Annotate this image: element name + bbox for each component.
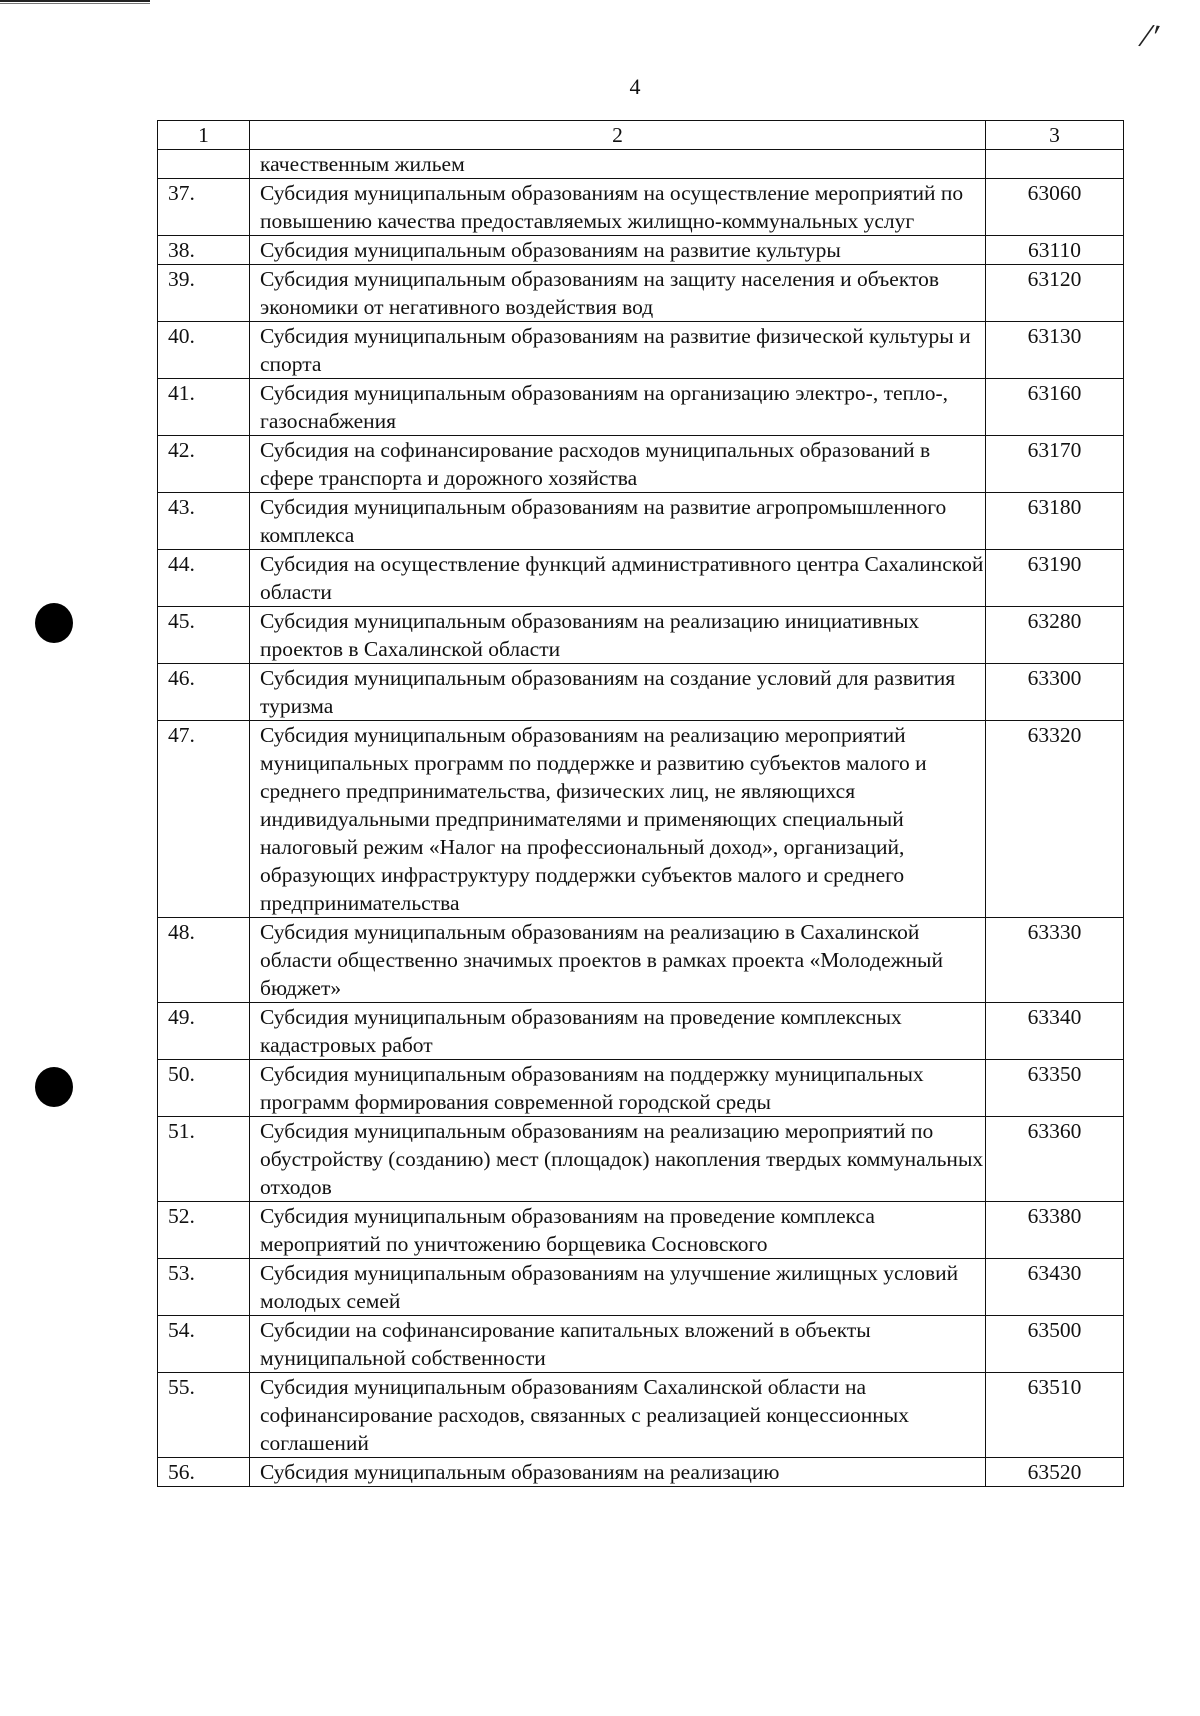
row-number: 47. [158,721,250,918]
row-number: 42. [158,436,250,493]
table-row [158,1060,1124,1117]
table-row [158,265,1124,322]
row-code: 63430 [986,1259,1124,1316]
row-number: 38. [158,236,250,265]
row-number: 49. [158,1003,250,1060]
table-row [158,550,1124,607]
header-cell-3: 3 [986,121,1124,150]
row-number: 54. [158,1316,250,1373]
row-description: Субсидия муниципальным образованиям на развитие агропромышленного комплекса [250,493,986,550]
row-number: 37. [158,179,250,236]
row-number: 44. [158,550,250,607]
row-number: 43. [158,493,250,550]
top-edge-rule [0,0,150,2]
row-code: 63320 [986,721,1124,918]
table-row-continuation [158,150,1124,179]
row-number: 39. [158,265,250,322]
table-row [158,1373,1124,1458]
row-number: 55. [158,1373,250,1458]
row-code: 63180 [986,493,1124,550]
table-row [158,1003,1124,1060]
row-number: 50. [158,1060,250,1117]
page-number: 4 [629,74,641,99]
table-row [158,1259,1124,1316]
top-edge-rule-thin [0,3,150,4]
row-code: 63380 [986,1202,1124,1259]
row-description: Субсидия на софинансирование расходов муниципальных образований в сфере транспорта и дорожного хозяйства [250,436,986,493]
table-row [158,1202,1124,1259]
row-description: Субсидия муниципальным образованиям на улучшение жилищных условий молодых семей [250,1259,986,1316]
row-number [158,150,250,179]
table-row [158,1316,1124,1373]
row-number: 56. [158,1458,250,1487]
row-description: Субсидия муниципальным образованиям на создание условий для развития туризма [250,664,986,721]
row-code: 63510 [986,1373,1124,1458]
row-code: 63500 [986,1316,1124,1373]
row-code: 63350 [986,1060,1124,1117]
table-row [158,236,1124,265]
row-description: Субсидия муниципальным образованиям на реализацию в Сахалинской области общественно значимых проектов в рамках проекта «Молодежный бюджет» [250,918,986,1003]
punch-hole [35,1067,73,1107]
row-description: Субсидия муниципальным образованиям на развитие культуры [250,236,986,265]
row-number: 40. [158,322,250,379]
row-code: 63340 [986,1003,1124,1060]
row-description: Субсидия муниципальным образованиям на осуществление мероприятий по повышению качества предоставляемых жилищно-коммунальных услуг [250,179,986,236]
row-code: 63160 [986,379,1124,436]
row-description: Субсидия муниципальным образованиям на реализацию инициативных проектов в Сахалинской области [250,607,986,664]
row-description: Субсидия муниципальным образованиям на защиту населения и объектов экономики от негативного воздействия вод [250,265,986,322]
row-number: 46. [158,664,250,721]
row-code: 63330 [986,918,1124,1003]
row-number: 41. [158,379,250,436]
table-row [158,607,1124,664]
row-code: 63110 [986,236,1124,265]
row-number: 51. [158,1117,250,1202]
row-number: 52. [158,1202,250,1259]
row-number: 53. [158,1259,250,1316]
header-cell-1: 1 [158,121,250,150]
row-code: 63170 [986,436,1124,493]
corner-handwritten-mark: /′ [1138,17,1161,57]
row-code: 63360 [986,1117,1124,1202]
row-description: Субсидия муниципальным образованиям Сахалинской области на софинансирование расходов, связанных с реализацией концессионных соглашений [250,1373,986,1458]
row-number: 45. [158,607,250,664]
row-code: 63280 [986,607,1124,664]
row-description: Субсидия муниципальным образованиям на организацию электро-, тепло-, газоснабжения [250,379,986,436]
row-code: 63060 [986,179,1124,236]
row-description: Субсидия муниципальным образованиям на проведение комплекса мероприятий по уничтожению борщевика Сосновского [250,1202,986,1259]
table-row [158,1117,1124,1202]
row-description: Субсидия муниципальным образованиям на поддержку муниципальных программ формирования современной городской среды [250,1060,986,1117]
row-description: Субсидия муниципальным образованиям на реализацию [250,1458,986,1487]
row-code: 63520 [986,1458,1124,1487]
table-row [158,721,1124,918]
table-row [158,379,1124,436]
table-row [158,664,1124,721]
table-row [158,1458,1124,1487]
row-description: Субсидия на осуществление функций административного центра Сахалинской области [250,550,986,607]
row-code: 63300 [986,664,1124,721]
table-row [158,179,1124,236]
header-cell-2: 2 [250,121,986,150]
punch-hole [35,603,73,643]
row-description: Субсидия муниципальным образованиям на развитие физической культуры и спорта [250,322,986,379]
table-row [158,436,1124,493]
row-description: Субсидии на софинансирование капитальных вложений в объекты муниципальной собственности [250,1316,986,1373]
table-row [158,918,1124,1003]
row-code: 63190 [986,550,1124,607]
table-row [158,322,1124,379]
table-row [158,493,1124,550]
table-header-row [158,121,1124,150]
row-number: 48. [158,918,250,1003]
subsidy-codes-table [157,120,1124,1487]
row-description: Субсидия муниципальным образованиям на реализацию мероприятий муниципальных программ по поддержке и развитию субъектов малого и среднего предпринимательства, физических лиц, не являющихся индивидуальными предпринимателями и применяющих специальный налоговый режим «Налог на профессиональный доход», организаций, образующих инфраструктуру поддержки субъектов малого и среднего предпринимательства [250,721,986,918]
row-code [986,150,1124,179]
row-description: качественным жильем [250,150,986,179]
row-code: 63120 [986,265,1124,322]
row-code: 63130 [986,322,1124,379]
row-description: Субсидия муниципальным образованиям на реализацию мероприятий по обустройству (созданию) мест (площадок) накопления твердых коммунальных отходов [250,1117,986,1202]
row-description: Субсидия муниципальным образованиям на проведение комплексных кадастровых работ [250,1003,986,1060]
